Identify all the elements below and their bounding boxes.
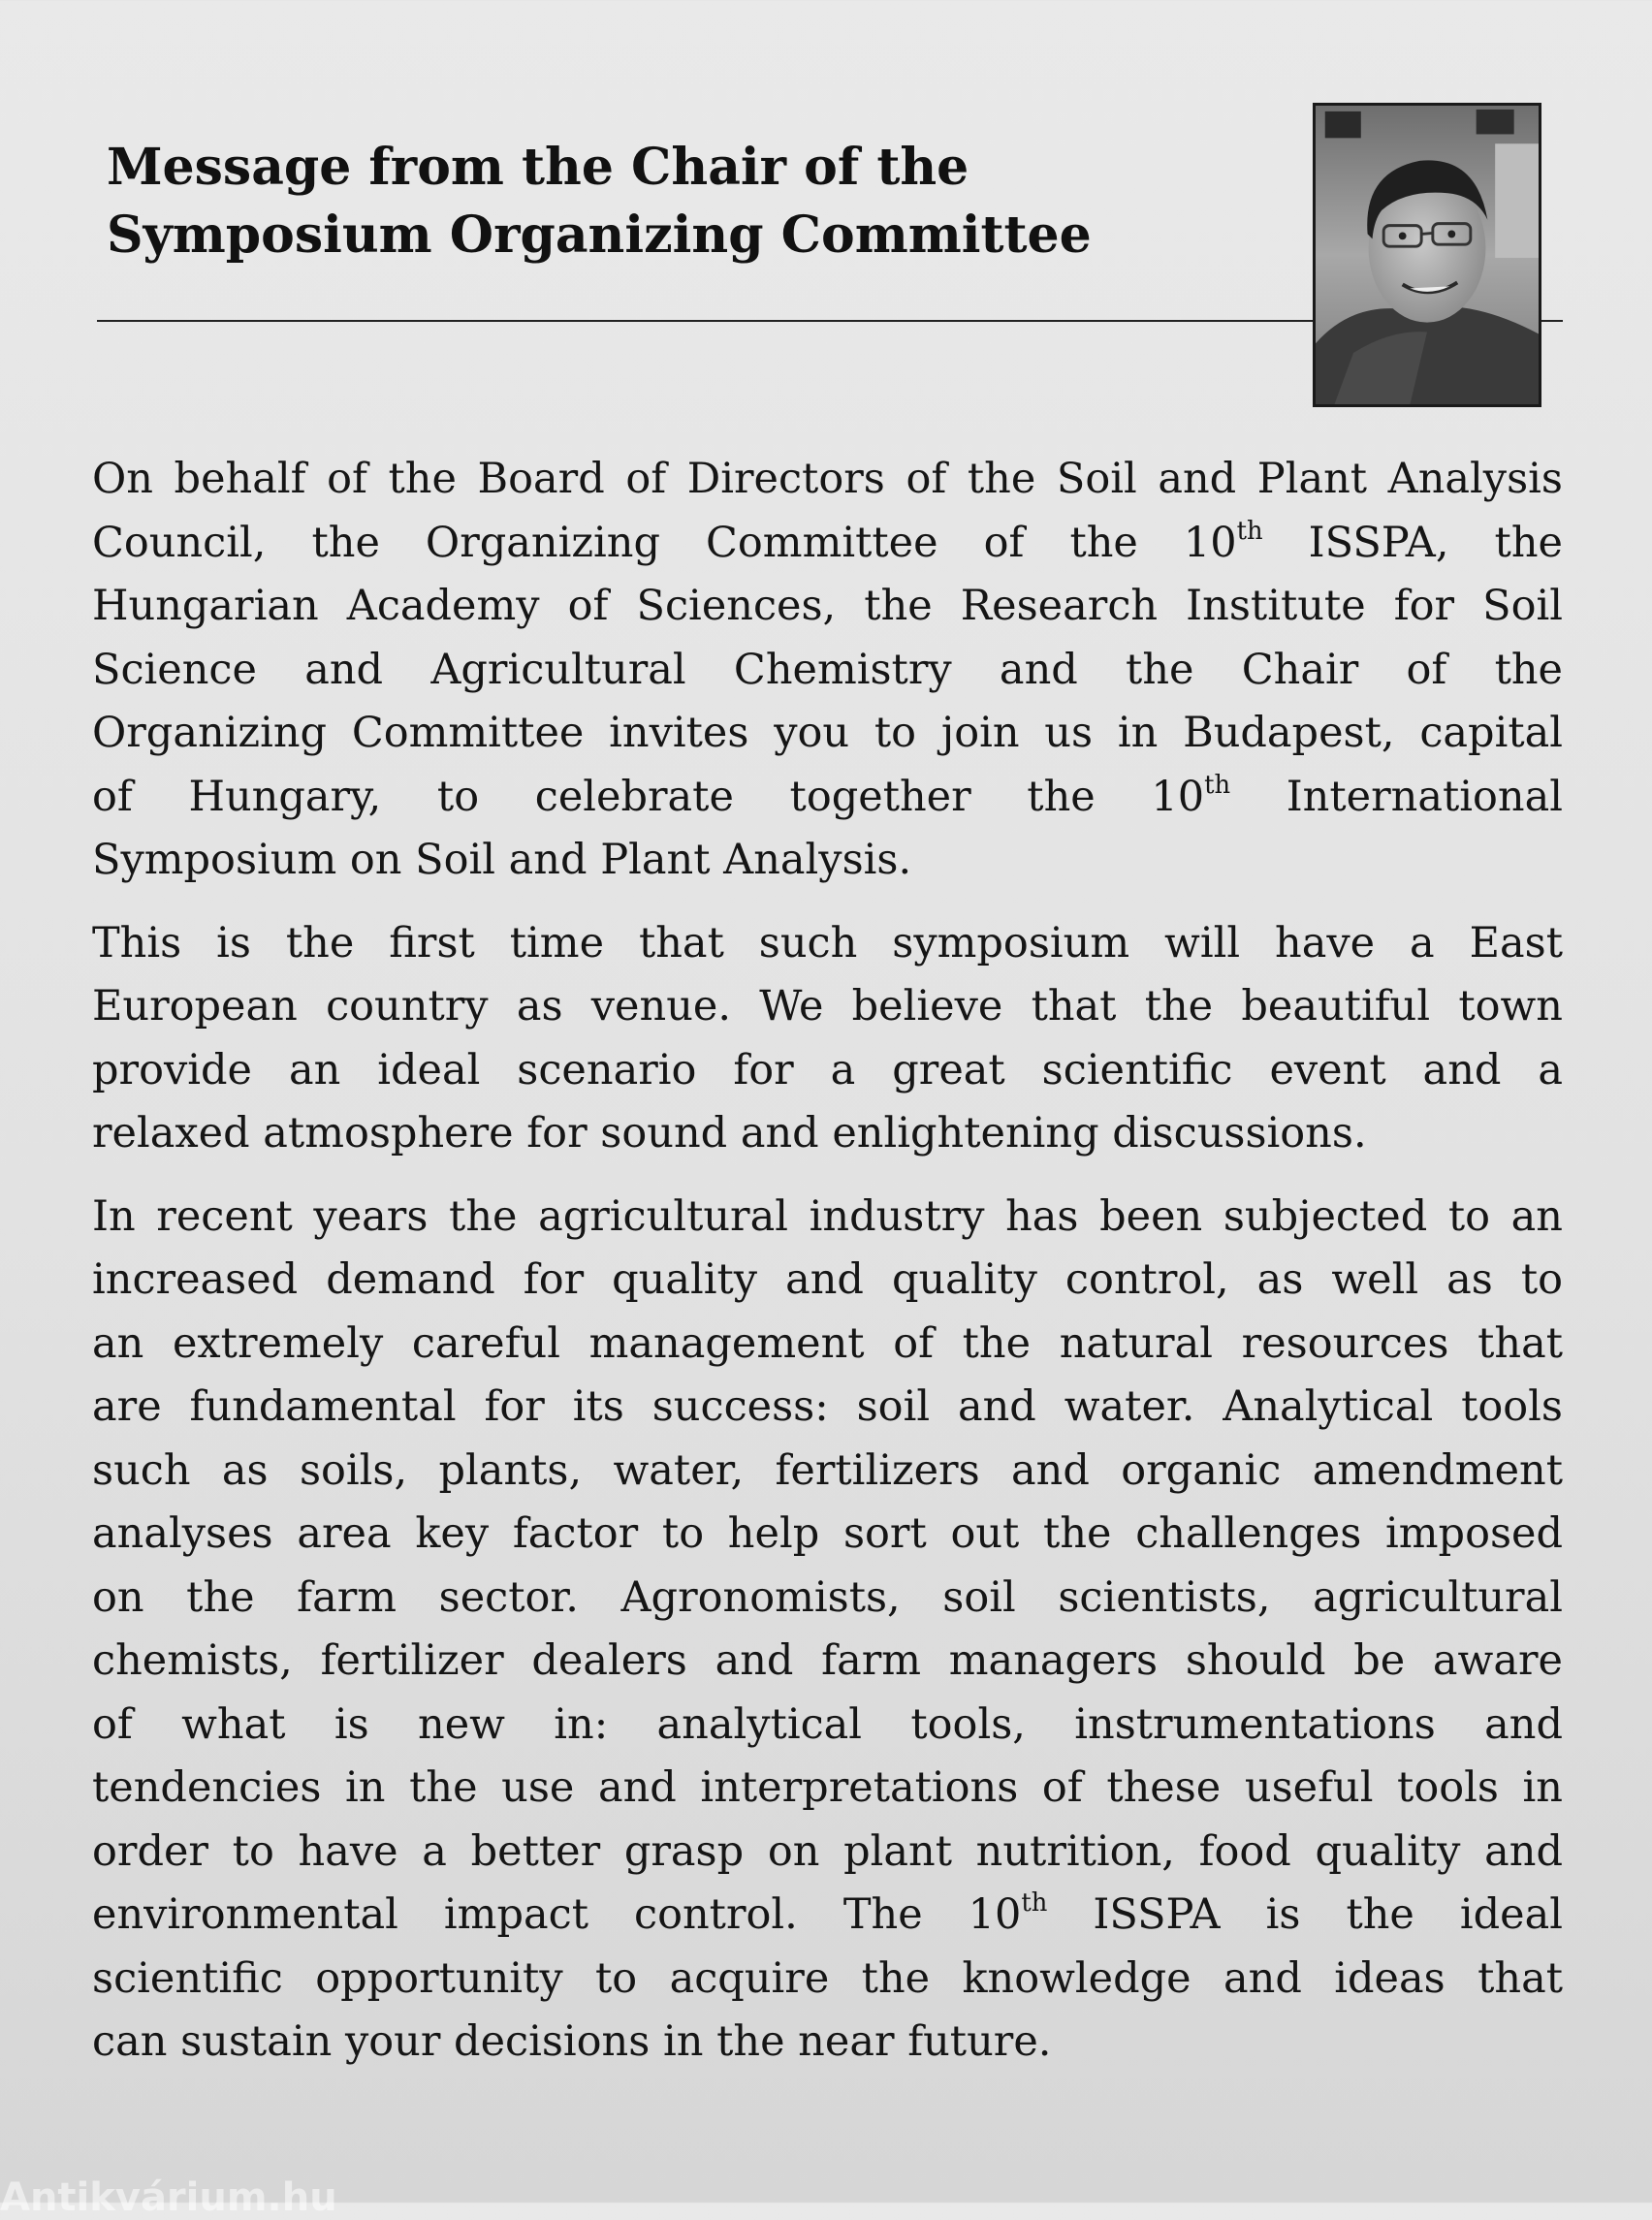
superscript: th <box>1204 770 1231 800</box>
text-line: analyses area key factor to help sort out the challenges imposed <box>92 1509 1563 1558</box>
superscript: th <box>1021 1888 1048 1919</box>
text-line <box>92 766 1563 830</box>
text-line: relaxed atmosphere for sound and enlightening discussions. <box>92 1109 1367 1158</box>
text-fragment: ISSPA is the ideal <box>1047 1890 1563 1939</box>
paragraph-invitation <box>92 448 1563 893</box>
text-line <box>92 1884 1563 1948</box>
text-line: an extremely careful management of the natural resources that <box>92 1318 1563 1368</box>
text-line: of what is new in: analytical tools, instrumentations and <box>92 1699 1563 1749</box>
text-line: such as soils, plants, water, fertilizers and organic amendment <box>92 1445 1563 1495</box>
text-line: provide an ideal scenario for a great scientific event and a <box>92 1045 1563 1094</box>
text-line: scientific opportunity to acquire the knowledge and ideas that <box>92 1953 1563 2003</box>
text-fragment: International <box>1230 772 1563 821</box>
text-line: order to have a better grasp on plant nutrition, food quality and <box>92 1826 1563 1876</box>
text-line: Science and Agricultural Chemistry and the Chair of the <box>92 645 1563 694</box>
title-line-1: Message from the Chair of the <box>107 138 969 197</box>
text-fragment: environmental impact control. The 10 <box>92 1890 1022 1939</box>
superscript: th <box>1236 516 1263 546</box>
text-line: On behalf of the Board of Directors of the Soil and Plant Analysis <box>92 455 1563 503</box>
message-body <box>92 448 1563 2075</box>
text-fragment: Council, the Organizing Committee of the 10 <box>92 518 1237 567</box>
text-line: on the farm sector. Agronomists, soil scientists, agricultural <box>92 1572 1563 1622</box>
title-line-2: Symposium Organizing Committee <box>107 206 1092 265</box>
text-line: European country as venue. We believe that the beautiful town <box>92 982 1563 1031</box>
portrait-icon <box>1316 106 1539 404</box>
text-fragment: ISSPA, the <box>1262 518 1563 567</box>
text-line: chemists, fertilizer dealers and farm managers should be aware <box>92 1636 1563 1685</box>
text-line: This is the first time that such symposium will have a East <box>92 918 1563 967</box>
text-line: Hungarian Academy of Sciences, the Research Institute for Soil <box>92 582 1563 630</box>
text-fragment: of Hungary, to celebrate together the 10 <box>92 772 1205 821</box>
text-line: Organizing Committee invites you to join us in Budapest, capital <box>92 709 1563 757</box>
text-line: can sustain your decisions in the near future. <box>92 2017 1052 2066</box>
paragraph-venue <box>92 912 1563 1166</box>
chair-portrait-photo <box>1313 103 1541 407</box>
text-line: are fundamental for its success: soil and water. Analytical tools <box>92 1382 1563 1431</box>
text-line: Symposium on Soil and Plant Analysis. <box>92 836 912 884</box>
text-line: In recent years the agricultural industry has been subjected to an <box>92 1191 1563 1241</box>
text-line <box>92 512 1563 576</box>
watermark: Antikvárium.hu <box>0 2175 337 2220</box>
text-line: tendencies in the use and interpretations of these useful tools in <box>92 1763 1563 1812</box>
page-title <box>107 134 1251 270</box>
text-line: increased demand for quality and quality control, as well as to <box>92 1255 1563 1304</box>
paragraph-industry <box>92 1186 1563 2075</box>
